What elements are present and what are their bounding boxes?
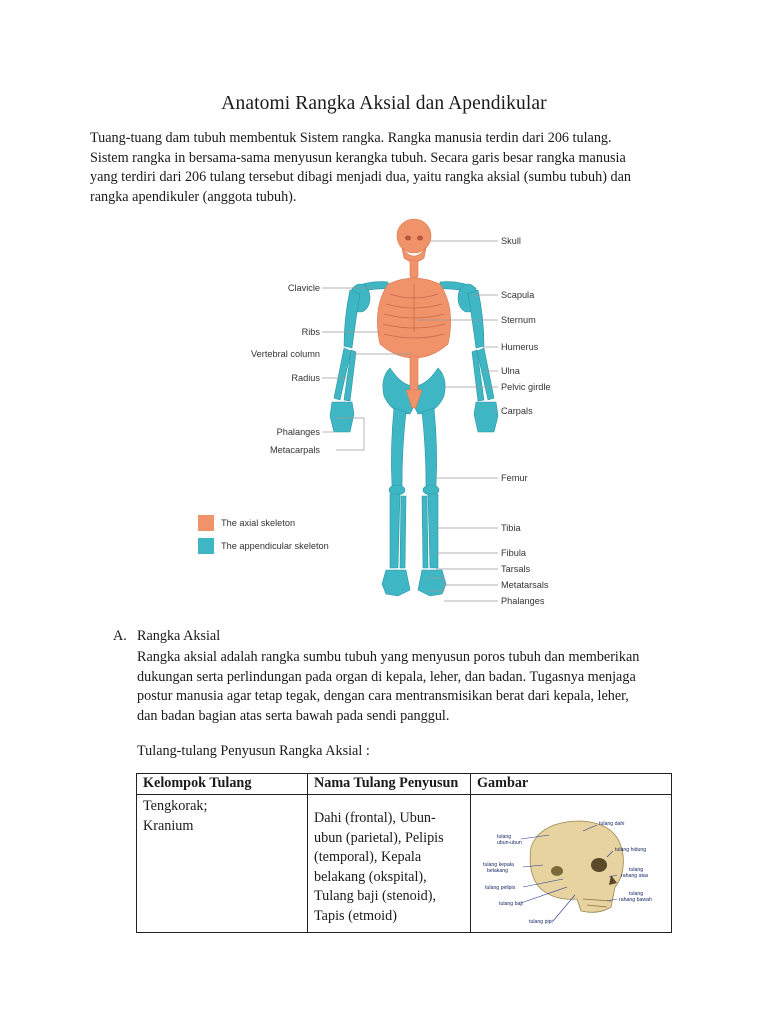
- label-metatarsals: Metatarsals: [501, 580, 549, 590]
- paragraph-line: dan badan bagian atas serta bawah pada sendi panggul.: [137, 707, 450, 724]
- label-rahang-atas-1: tulang: [629, 867, 644, 873]
- label-hidung: tulang hidung: [615, 847, 647, 853]
- label-carpals: Carpals: [501, 406, 533, 416]
- cell-names: [308, 795, 471, 933]
- intro-paragraph: [90, 129, 690, 207]
- label-ulna: Ulna: [501, 366, 520, 376]
- label-rahang-atas-2: rahang atas: [621, 873, 649, 879]
- paragraph-line: dukungan serta perlindungan pada organ di kepala, leher, dan badan. Tugasnya menjaga: [137, 668, 636, 685]
- legend-swatch-axial: [198, 515, 214, 531]
- label-sternum: Sternum: [501, 315, 536, 325]
- label-metacarpals: Metacarpals: [269, 445, 320, 455]
- intro-line: Sistem rangka in bersama-sama menyusun kerangka tubuh. Secara garis besar rangka manusia: [90, 149, 626, 166]
- label-clavicle: Clavicle: [287, 283, 320, 293]
- cell-image: [471, 795, 672, 933]
- header-names: Nama Tulang Penyusun: [308, 774, 471, 795]
- label-baji: tulang baji: [499, 901, 523, 907]
- cell-line: (temporal), Kepala: [314, 849, 422, 866]
- header-group: Kelompok Tulang: [137, 774, 308, 795]
- label-rahang-bawah-2: rahang bawah: [619, 897, 652, 903]
- label-phalanges-hand: Phalanges: [276, 427, 320, 437]
- table-header-row: [137, 774, 672, 795]
- section-a-paragraph: [137, 648, 682, 726]
- label-scapula: Scapula: [501, 290, 535, 300]
- skull-drawing: [530, 821, 623, 912]
- table-caption: Tulang-tulang Penyusun Rangka Aksial :: [137, 743, 370, 759]
- intro-line: yang terdiri dari 206 tulang tersebut dibagi menjadi dua, yaitu rangka aksial (sumbu tubuh) dan: [90, 169, 631, 186]
- cell-line: ubun (parietal), Pelipis: [314, 829, 444, 846]
- cell-line: belakang (okspital),: [314, 868, 427, 885]
- label-ubun-2: ubun-ubun: [497, 840, 522, 846]
- skeleton-diagram: [221, 218, 560, 608]
- label-tibia: Tibia: [501, 523, 521, 533]
- legend-appendicular: The appendicular skeleton: [221, 541, 329, 551]
- label-humerus: Humerus: [501, 342, 539, 352]
- label-kepala-1: tulang kepala: [483, 862, 514, 868]
- label-femur: Femur: [501, 473, 528, 483]
- paragraph-line: postur manusia agar tetap tegak, dengan cara mentransmisikan berat dari kepala, leher,: [137, 688, 629, 705]
- label-pelipis: tulang pelipis: [485, 885, 516, 891]
- label-skull: Skull: [501, 236, 521, 246]
- label-phalanges-foot: Phalanges: [501, 596, 545, 606]
- label-tarsals: Tarsals: [501, 564, 531, 574]
- section-marker: A.: [113, 628, 127, 644]
- label-vertebral-column: Vertebral column: [251, 349, 320, 359]
- bones-table: [136, 773, 672, 933]
- label-kepala-2: belakang: [487, 868, 509, 874]
- label-pipi: tulang pipi: [529, 919, 553, 925]
- table-row: [137, 795, 672, 933]
- intro-line: Tuang-tuang dam tubuh membentuk Sistem rangka. Rangka manusia terdin dari 206 tulang.: [90, 130, 612, 146]
- legend-axial: The axial skeleton: [221, 518, 296, 528]
- cell-line: Dahi (frontal), Ubun-: [314, 810, 436, 826]
- section-title: Rangka Aksial: [137, 628, 221, 644]
- intro-line: rangka apendikuler (anggota tubuh).: [90, 188, 297, 205]
- label-ribs: Ribs: [301, 327, 320, 337]
- document-title: Anatomi Rangka Aksial dan Apendikular: [221, 93, 547, 114]
- skull-illustration: [471, 795, 671, 927]
- label-rahang-bawah-1: tulang: [629, 891, 644, 897]
- cell-group: [137, 795, 308, 933]
- label-ubun-1: tulang: [497, 834, 512, 840]
- cell-line: Tapis (etmoid): [314, 907, 397, 924]
- label-radius: Radius: [291, 373, 320, 383]
- label-fibula: Fibula: [501, 548, 527, 558]
- legend-swatch-appendicular: [198, 538, 214, 554]
- cell-line: Tulang baji (stenoid),: [314, 888, 437, 905]
- header-image: Gambar: [471, 774, 672, 795]
- cell-line: Kranium: [143, 817, 194, 834]
- paragraph-line: Rangka aksial adalah rangka sumbu tubuh yang menyusun poros tubuh dan memberikan: [137, 649, 640, 665]
- label-pelvic-girdle: Pelvic girdle: [501, 382, 551, 392]
- cell-line: Tengkorak;: [143, 798, 208, 814]
- label-dahi: tulang dahi: [599, 821, 625, 827]
